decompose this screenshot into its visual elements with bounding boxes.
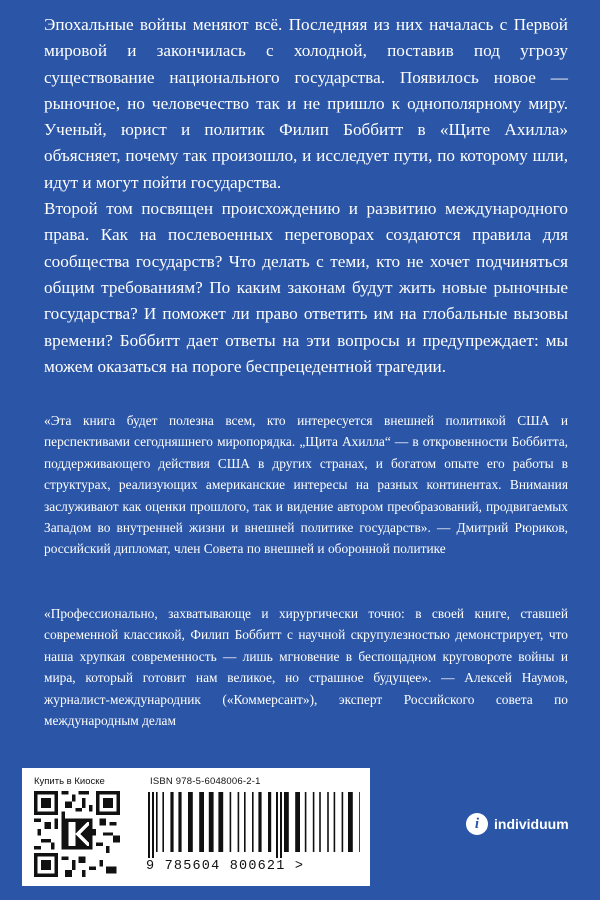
barcode-bar: [359, 792, 360, 852]
barcode-icon: [146, 792, 360, 858]
review-quote-text: «Эта книга будет полезна всем, кто интересуется внешней политикой США и перспективами сегодняшнего миропорядка. „Щита Ахилла“ — в откровенности Боббитта, поддерживающего действия США в других странах, и богатом опыте его работы в структурах, реализующих американские интересы на разных континентах. Внимания заслуживают как оценки прошлого, так и видение автором преобразований, продвигаемых Западом во внутренней жизни и внешней политике государств». — Дмитрий Рюриков, российский дипломат, член Совета по внешней и оборонной политике: [44, 413, 568, 557]
annotation-paragraph-2: Второй том посвящен происхождению и развитию международного права. Как на послевоенных переговорах создаются правила для сообщества государств? Что делать с теми, кто не хочет подчиняться общим требованиям? По каким законам будут жить новые рыночные государства? И поможет ли право ответить им на глобальные вызовы времени? Боббитт дает ответы на эти вопросы и предупреждает: мы можем оказаться на пороге беспрецедентной трагедии.: [44, 199, 568, 376]
barcode-bar: [327, 792, 329, 852]
barcode-bar: [170, 792, 173, 852]
individuum-logo-icon: i: [466, 813, 488, 835]
review-quote-1: [44, 410, 568, 560]
barcode-bar: [148, 792, 150, 858]
barcode-bar: [238, 792, 240, 852]
barcode-bar: [342, 792, 344, 852]
barcode-bar: [313, 792, 315, 852]
kiosk-label: Купить в Киоске: [34, 776, 105, 787]
qr-code-icon[interactable]: [34, 791, 120, 877]
barcode-bar: [162, 792, 164, 852]
barcode-bar: [348, 792, 353, 852]
barcode-bar: [244, 792, 246, 852]
annotation-paragraph-1: Эпохальные войны меняют всё. Последняя из них началась с Первой мировой и закончилась с холодной, поставив под угрозу существование национального государства. Появилось новое — рыночное, но человечество так и не пришло к однополярному миру. Ученый, юрист и политик Филип Боббитт в «Щите Ахилла» объясняет, почему так произошло, и исследует пути, по которому шли, идут и могут пойти государства.: [44, 15, 568, 192]
barcode-bar: [252, 792, 254, 852]
barcode-bar: [178, 792, 181, 852]
barcode-panel: [22, 768, 370, 886]
barcode-bar: [284, 792, 289, 852]
barcode-bar: [188, 792, 193, 852]
review-quote-text: «Профессионально, захватывающе и хирургически точно: в своей книге, ставшей современной классикой, Филип Боббитт с научной скрупулезностью демонстрирует, что наша хрупкая современность — лишь мгновение в беспощадном круговороте войны и мира, который готовит нам великое, но страшное будущее». — Алексей Наумов, журналист-международник («Коммерсант»), эксперт Российского совета по международным делам: [44, 606, 568, 729]
barcode-bar: [305, 792, 307, 852]
barcode-bar: [295, 792, 300, 852]
barcode-bar: [280, 792, 282, 858]
barcode-bar: [156, 792, 158, 852]
barcode-bar: [268, 792, 271, 852]
barcode-bar: [276, 792, 278, 858]
barcode-bar: [152, 792, 154, 858]
review-quote-2: [44, 603, 568, 731]
publisher-logo: [466, 813, 569, 835]
barcode-bar: [334, 792, 336, 852]
isbn-label: ISBN 978-5-6048006-2-1: [150, 776, 261, 787]
publisher-name: individuum: [494, 816, 569, 832]
barcode-bar: [218, 792, 223, 852]
barcode-bar: [319, 792, 321, 852]
barcode-digits: 9 785604 800621 >: [146, 859, 305, 874]
barcode-bar: [258, 792, 261, 852]
barcode-bar: [230, 792, 232, 852]
barcode-bar: [209, 792, 214, 852]
annotation-text: [44, 12, 568, 380]
barcode-bar: [199, 792, 204, 852]
